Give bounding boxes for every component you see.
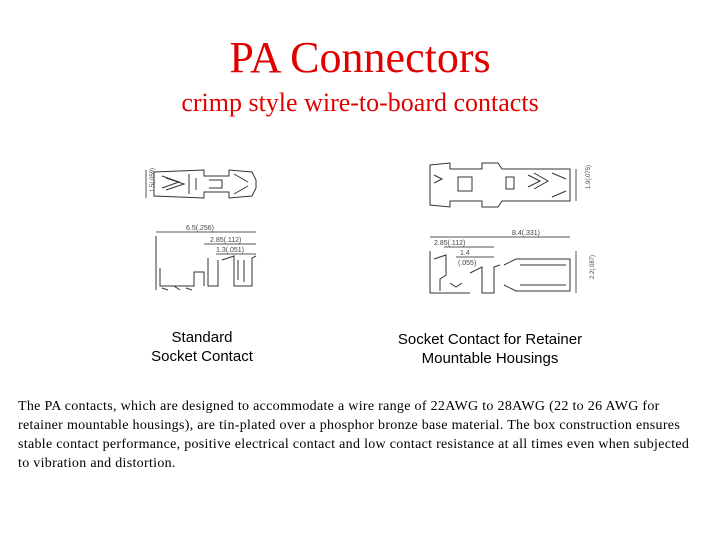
standard-socket-contact-drawing <box>134 160 264 295</box>
dim-mid-label: 2.85(.112) <box>434 240 466 247</box>
dim-small-label: 1.3(.051) <box>216 247 245 254</box>
slide-subtitle: crimp style wire-to-board contacts <box>181 88 539 117</box>
description-paragraph: The PA contacts, which are designed to accommodate a wire range of 22AWG to 28AWG (22 to 26 AWG for retainer mountable housings), are tin-plated over a phosphor bronze base material. The box construction ensures stable contact performance, positive electrical contact and low contact resistance at all times even when subjected to vibration and distortion. <box>18 399 690 471</box>
caption-line-1: Socket Contact for Retainer <box>397 331 583 348</box>
dim-mid-label: 2.85(.112) <box>210 237 242 244</box>
slide-title: PA Connectors <box>229 33 491 82</box>
retainer-socket-contact-drawing <box>420 155 595 300</box>
dim-side-bottom-label: 2.2(.087) <box>590 254 596 279</box>
dim-side-top-label: 1.9(.075) <box>586 164 592 189</box>
caption-line-2: Mountable Housings <box>421 350 559 367</box>
caption-line-1: Standard <box>171 329 233 346</box>
dim-total-label: 8.4(.331) <box>512 230 541 237</box>
standard-socket-contact-caption <box>120 328 284 366</box>
dim-side-label: 1.5(.059) <box>150 167 156 192</box>
dim-small-b-label: (.055) <box>458 260 477 267</box>
dim-small-a-label: 1.4 <box>460 250 470 257</box>
dim-total-label: 6.5(.256) <box>186 225 215 232</box>
caption-line-2: Socket Contact <box>151 348 253 365</box>
retainer-socket-contact-caption <box>370 330 610 368</box>
